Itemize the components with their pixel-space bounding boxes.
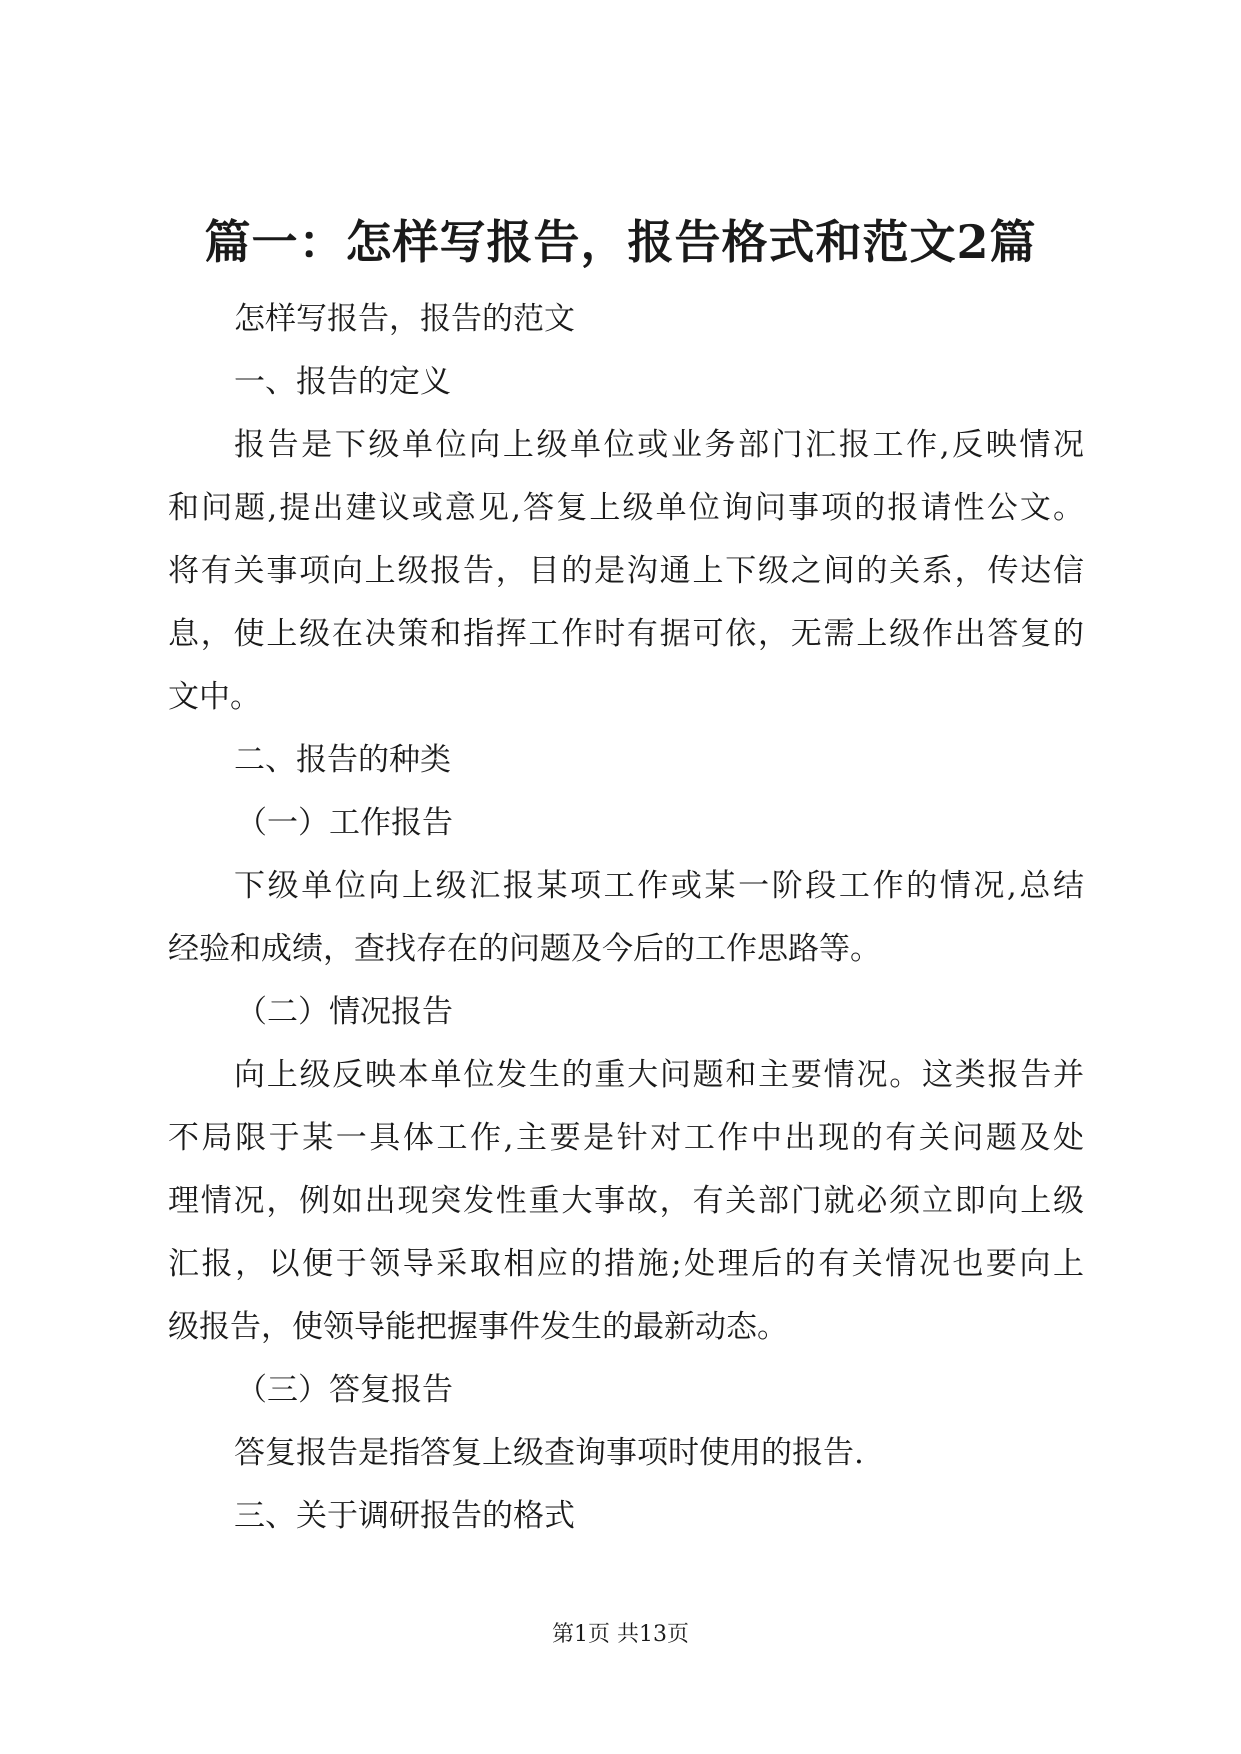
paragraph-line: 不局限于某一具体工作,主要是针对工作中出现的有关问题及处 bbox=[168, 1120, 1084, 1156]
paragraph-line: 下级单位向上级汇报某项工作或某一阶段工作的情况,总结 bbox=[234, 868, 1084, 904]
page-number-footer: 第1页 共13页 bbox=[552, 1622, 689, 1647]
paragraph-line: 向上级反映本单位发生的重大问题和主要情况。这类报告并 bbox=[234, 1057, 1084, 1093]
document-body bbox=[168, 288, 1084, 1548]
document-title: 篇一：怎样写报告，报告格式和范文2篇 bbox=[204, 215, 1037, 269]
section-heading-types: 二、报告的种类 bbox=[234, 742, 451, 778]
section-heading-format: 三、关于调研报告的格式 bbox=[234, 1498, 575, 1534]
paragraph-line: 将有关事项向上级报告，目的是沟通上下级之间的关系，传达信 bbox=[168, 553, 1084, 589]
paragraph-line: 文中。 bbox=[168, 679, 261, 715]
paragraph-line: 答复报告是指答复上级查询事项时使用的报告. bbox=[234, 1435, 864, 1471]
section-heading-definition: 一、报告的定义 bbox=[234, 364, 451, 400]
paragraph-line: 汇报，以便于领导采取相应的措施;处理后的有关情况也要向上 bbox=[168, 1246, 1084, 1282]
subsection-heading-situation-report: （二）情况报告 bbox=[236, 994, 453, 1030]
paragraph-line: 息，使上级在决策和指挥工作时有据可依，无需上级作出答复的 bbox=[168, 616, 1084, 652]
paragraph-line: 级报告，使领导能把握事件发生的最新动态。 bbox=[168, 1309, 788, 1345]
paragraph-line: 报告是下级单位向上级单位或业务部门汇报工作,反映情况 bbox=[234, 427, 1084, 463]
subsection-heading-reply-report: （三）答复报告 bbox=[236, 1372, 453, 1408]
subtitle-line: 怎样写报告，报告的范文 bbox=[234, 301, 575, 337]
paragraph-line: 经验和成绩，查找存在的问题及今后的工作思路等。 bbox=[168, 931, 881, 967]
paragraph-line: 理情况，例如出现突发性重大事故，有关部门就必须立即向上级 bbox=[168, 1183, 1084, 1219]
paragraph-line: 和问题,提出建议或意见,答复上级单位询问事项的报请性公文。 bbox=[168, 490, 1084, 526]
subsection-heading-work-report: （一）工作报告 bbox=[236, 805, 453, 841]
